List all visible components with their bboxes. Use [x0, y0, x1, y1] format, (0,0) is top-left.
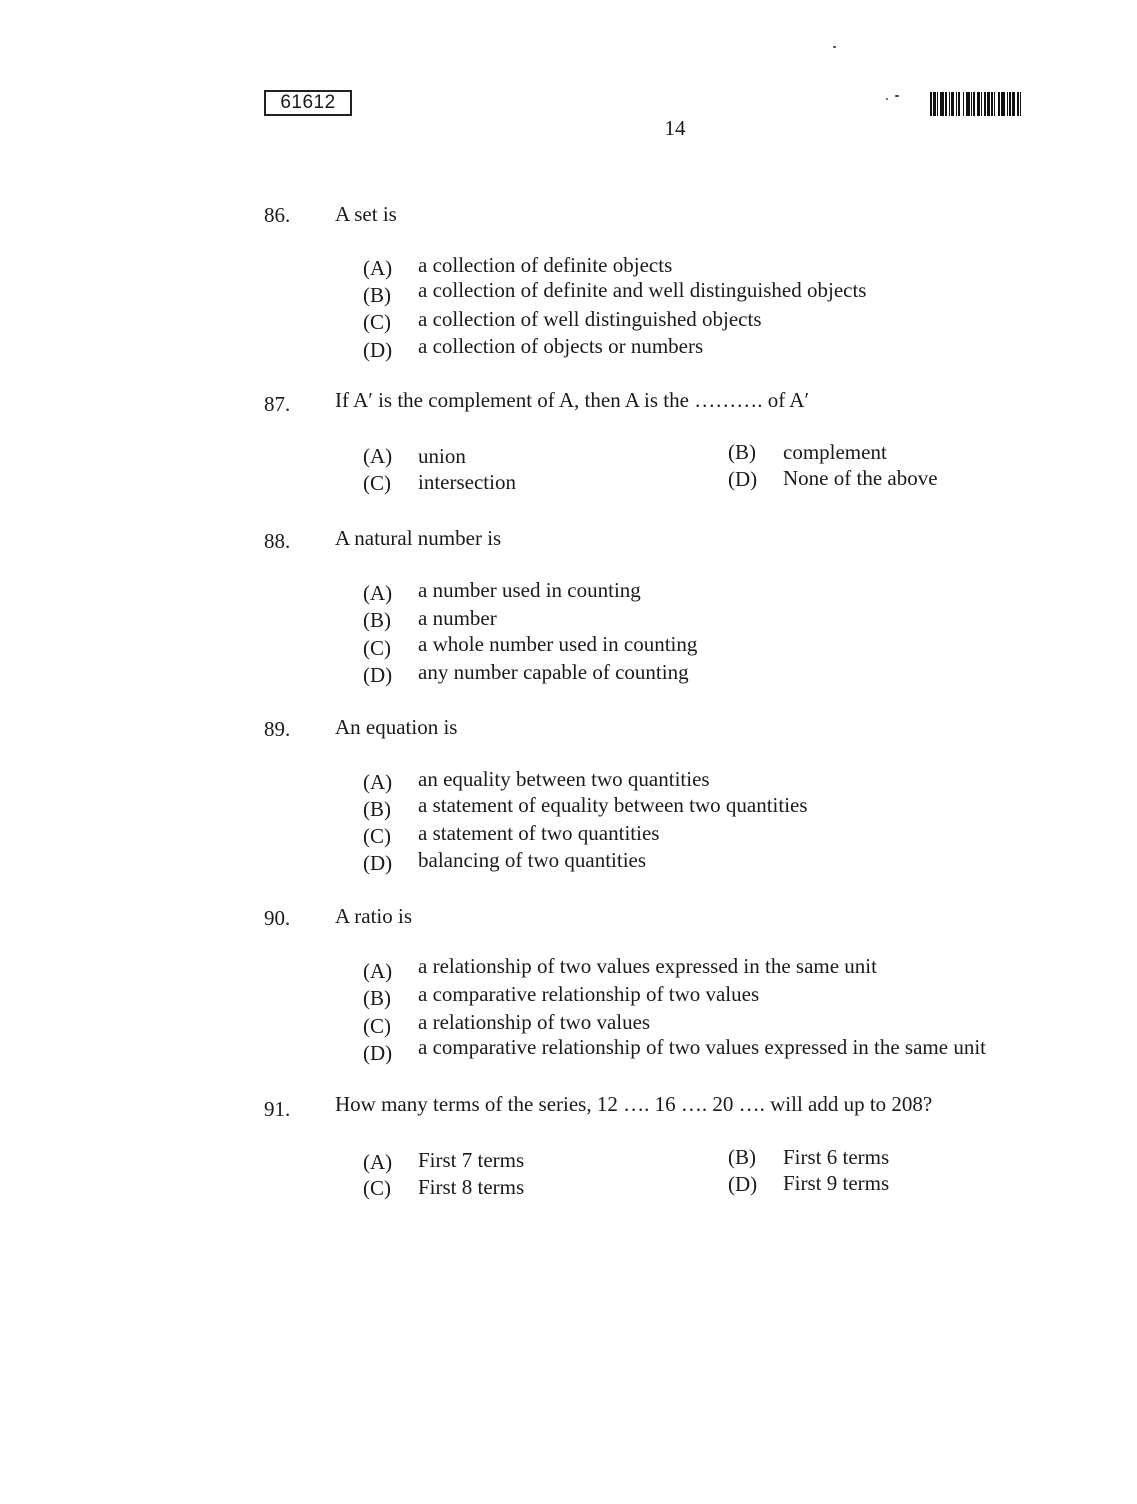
option-label: (D)	[728, 1172, 758, 1196]
question-text: If A′ is the complement of A, then A is the ………. of A′	[335, 388, 810, 412]
option-label: (D)	[363, 851, 393, 875]
question-number: 91.	[264, 1097, 291, 1121]
option-text: a statement of equality between two quantities	[418, 793, 808, 817]
option-label: (A)	[363, 256, 393, 280]
barcode	[930, 92, 1076, 116]
option-label: (B)	[728, 440, 756, 464]
option-text: a statement of two quantities	[418, 821, 660, 845]
question-number: 87.	[264, 392, 291, 416]
option-label: (D)	[363, 338, 393, 362]
option-text: intersection	[418, 470, 516, 494]
option-label: (C)	[363, 310, 391, 334]
option-text: a whole number used in counting	[418, 632, 698, 656]
option-label: (D)	[363, 663, 393, 687]
option-text: balancing of two quantities	[418, 848, 647, 872]
question-number: 90.	[264, 906, 291, 930]
option-text: a number used in counting	[418, 578, 641, 602]
option-label: (C)	[363, 824, 391, 848]
question-text: A natural number is	[335, 526, 502, 550]
option-text: an equality between two quantities	[418, 767, 710, 791]
option-text: None of the above	[783, 466, 938, 490]
question-number: 89.	[264, 717, 291, 741]
question-text: A set is	[335, 202, 397, 226]
option-label: (B)	[363, 986, 391, 1010]
option-text: a relationship of two values expressed in the same unit	[418, 954, 877, 978]
question-number: 86.	[264, 203, 291, 227]
question-text: How many terms of the series, 12 …. 16 …. 20 …. will add up to 208?	[335, 1092, 933, 1116]
option-label: (D)	[728, 467, 758, 491]
option-text: First 7 terms	[418, 1148, 525, 1172]
option-text: a comparative relationship of two values	[418, 982, 760, 1006]
option-label: (A)	[363, 444, 393, 468]
option-label: (B)	[363, 608, 391, 632]
option-label: (C)	[363, 1014, 391, 1038]
option-text: a collection of well distinguished objects	[418, 307, 762, 331]
option-label: (B)	[363, 283, 391, 307]
barcode-bar	[1021, 92, 1023, 116]
scan-speck	[833, 46, 836, 48]
option-label: (C)	[363, 636, 391, 660]
option-text: a number	[418, 606, 497, 630]
paper-code-box: 61612	[264, 90, 352, 116]
option-label: (A)	[363, 770, 393, 794]
scan-speck	[895, 95, 899, 97]
option-text: a collection of definite objects	[418, 253, 673, 277]
option-label: (D)	[363, 1041, 393, 1065]
option-label: (A)	[363, 959, 393, 983]
option-label: (A)	[363, 1150, 393, 1174]
option-text: complement	[783, 440, 887, 464]
option-text: First 8 terms	[418, 1175, 525, 1199]
option-text: a collection of definite and well distinguished objects	[418, 278, 867, 302]
option-text: a collection of objects or numbers	[418, 334, 704, 358]
option-text: any number capable of counting	[418, 660, 689, 684]
question-text: A ratio is	[335, 904, 412, 928]
option-text: First 6 terms	[783, 1145, 890, 1169]
option-label: (C)	[363, 1176, 391, 1200]
option-label: (C)	[363, 471, 391, 495]
option-label: (A)	[363, 581, 393, 605]
scan-speck	[886, 98, 888, 100]
page-number: 14	[664, 116, 686, 140]
option-text: union	[418, 444, 466, 468]
option-label: (B)	[363, 797, 391, 821]
option-text: First 9 terms	[783, 1171, 890, 1195]
option-text: a relationship of two values	[418, 1010, 651, 1034]
question-text: An equation is	[335, 715, 458, 739]
question-number: 88.	[264, 529, 291, 553]
option-label: (B)	[728, 1145, 756, 1169]
option-text: a comparative relationship of two values expressed in the same unit	[418, 1035, 986, 1059]
